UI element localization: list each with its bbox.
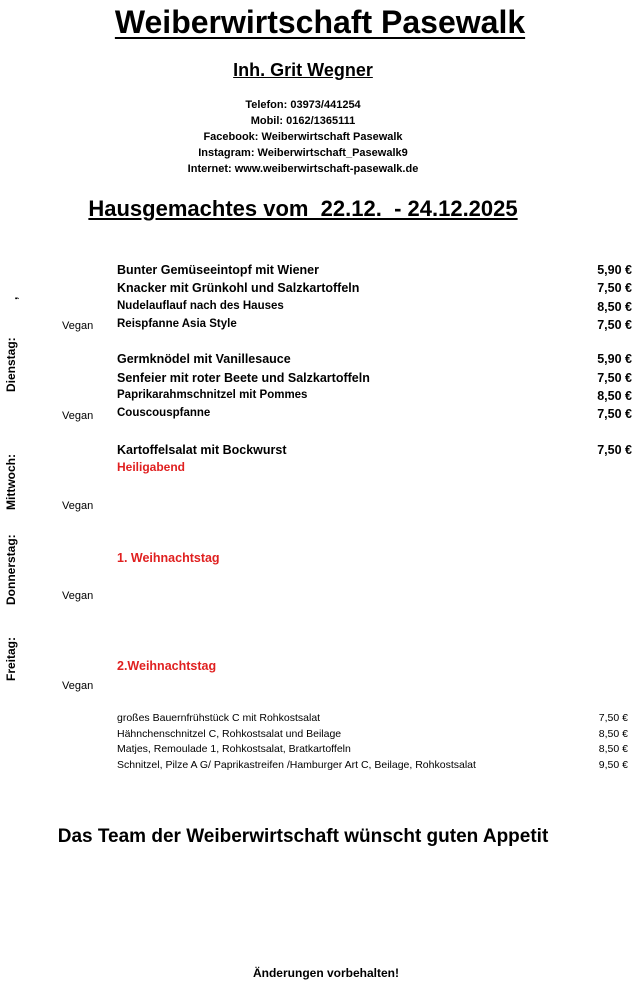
menu-price: 7,50 € <box>597 371 632 385</box>
contact-instagram: Instagram: Weiberwirtschaft_Pasewalk9 <box>198 147 408 159</box>
holiday-note: Heiligabend <box>117 460 186 474</box>
contact-block <box>0 97 606 177</box>
standard-item: Matjes, Remoulade 1, Rohkostsalat, Bratkartoffeln <box>117 743 351 755</box>
standard-price: 7,50 € <box>598 712 628 724</box>
menu-item: Paprikarahmschnitzel mit Pommes <box>117 389 308 401</box>
standard-price: 9,50 € <box>598 759 628 771</box>
menu-item: Bunter Gemüseeintopf mit Wiener <box>117 263 319 277</box>
menu-item: Kartoffelsalat mit Bockwurst <box>117 443 287 457</box>
day-label-mittwoch: Mittwoch: <box>4 454 18 510</box>
contact-website: Internet: www.weiberwirtschaft-pasewalk.de <box>187 163 419 175</box>
menu-heading: Hausgemachtes vom 22.12. - 24.12.2025 <box>88 196 518 221</box>
disclaimer-note: Änderungen vorbehalten! <box>252 966 399 980</box>
menu-price: 8,50 € <box>597 389 632 403</box>
day-label-donnerstag: Donnerstag: <box>4 534 18 605</box>
standard-price: 8,50 € <box>598 728 628 740</box>
holiday-note: 2.Weihnachtstag <box>117 659 217 673</box>
menu-item: Reispfanne Asia Style <box>117 318 237 330</box>
contact-phone: Telefon: 03973/441254 <box>245 99 361 111</box>
menu-price: 8,50 € <box>597 300 632 314</box>
contact-mobile: Mobil: 0162/1365111 <box>250 115 356 127</box>
menu-price: 7,50 € <box>597 318 632 332</box>
contact-facebook: Facebook: Weiberwirtschaft Pasewalk <box>203 131 403 143</box>
standard-price: 8,50 € <box>598 743 628 755</box>
menu-price: 5,90 € <box>597 352 632 366</box>
footer-message: Das Team der Weiberwirtschaft wünscht guten Appetit <box>57 826 549 847</box>
menu-price: 5,90 € <box>597 263 632 277</box>
menu-price: 7,50 € <box>597 281 632 295</box>
menu-price: 7,50 € <box>597 407 632 421</box>
menu-item: Nudelauflauf nach des Hauses <box>117 300 284 312</box>
holiday-note: 1. Weihnachtstag <box>117 551 220 565</box>
vegan-label: Vegan <box>62 590 94 602</box>
day-label-mark: , <box>6 296 20 300</box>
day-label-freitag: Freitag: <box>4 636 18 681</box>
vegan-label: Vegan <box>62 680 94 692</box>
standard-item: großes Bauernfrühstück C mit Rohkostsalat <box>117 712 321 724</box>
menu-item: Senfeier mit roter Beete und Salzkartoffeln <box>117 371 370 385</box>
menu-item: Knacker mit Grünkohl und Salzkartoffeln <box>117 281 360 295</box>
day-label-dienstag: Dienstag: <box>4 337 18 392</box>
vegan-label: Vegan <box>62 320 94 332</box>
standard-item: Schnitzel, Pilze A G/ Paprikastreifen /Hamburger Art C, Beilage, Rohkostsalat <box>117 759 476 771</box>
owner-name: Inh. Grit Wegner <box>233 60 373 80</box>
restaurant-title: Weiberwirtschaft Pasewalk <box>114 4 526 40</box>
menu-item: Couscouspfanne <box>117 407 211 419</box>
vegan-label: Vegan <box>62 410 94 422</box>
standard-item: Hähnchenschnitzel C, Rohkostsalat und Beilage <box>117 728 342 740</box>
menu-price: 7,50 € <box>597 443 632 457</box>
menu-item: Germknödel mit Vanillesauce <box>117 352 291 366</box>
vegan-label: Vegan <box>62 500 94 512</box>
